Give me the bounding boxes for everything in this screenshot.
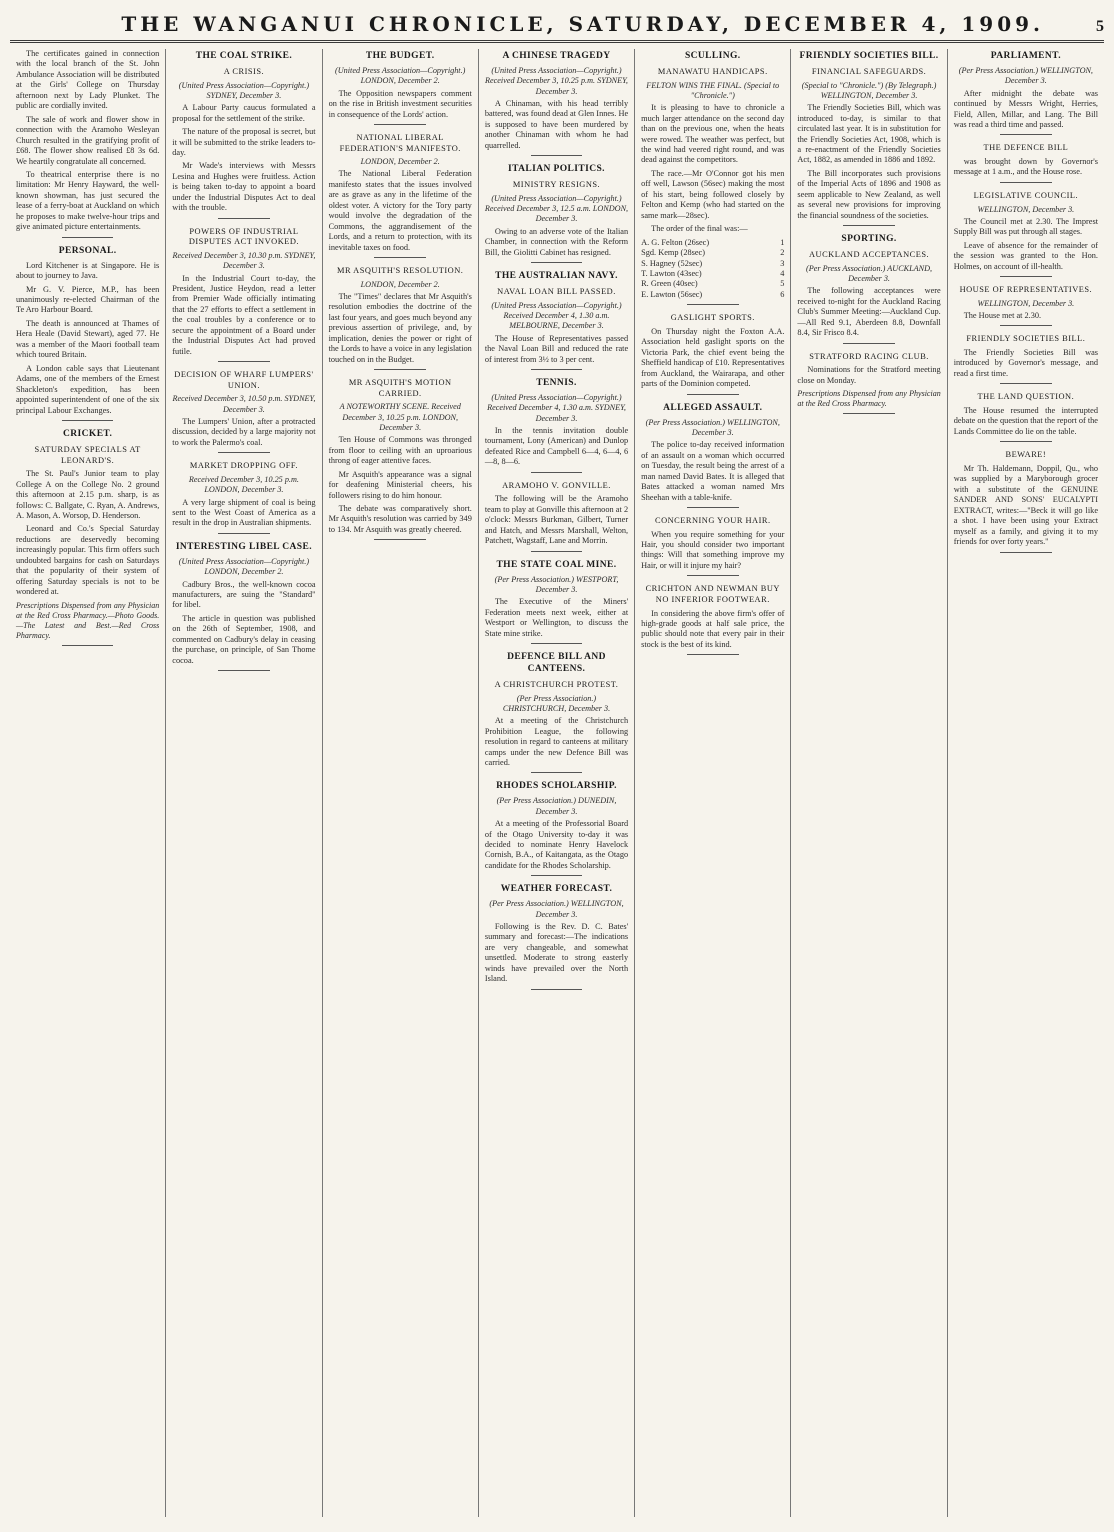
article-dateline: (Per Press Association.) AUCKLAND, December 3. xyxy=(806,263,933,284)
article-subheading: GASLIGHT SPORTS. xyxy=(670,313,755,323)
article xyxy=(954,285,1098,326)
article-dateline: (Per Press Association.) WELLINGTON, December 3. xyxy=(958,65,1093,86)
article-paragraph: The race.—Mr O'Connor got his men off well, Lawson (56sec) making the most of his start, being followed closely by Felton and Kemp (who had started on the same mark—28sec). xyxy=(641,168,785,220)
article-paragraph: was brought down by Governor's message at 1 a.m., and the House rose. xyxy=(953,157,1098,177)
section-divider xyxy=(687,654,739,655)
results-name: R. Green (40sec) xyxy=(641,279,698,289)
article xyxy=(16,246,159,421)
article-paragraph: After midnight the debate was continued by Messrs Wright, Herries, Field, Allen, Millar, and Lang. The Bill was read a third time and passed. xyxy=(953,88,1098,129)
article-dateline: (Per Press Association.) CHRISTCHURCH, December 3. xyxy=(502,693,611,713)
results-row xyxy=(641,248,784,258)
results-place: 2 xyxy=(780,248,785,258)
section-divider xyxy=(687,507,739,508)
results-row xyxy=(641,279,784,289)
newspaper-column xyxy=(166,49,322,1517)
article-paragraph: The National Liberal Federation manifesto states that the issues involved are as grave as any in the lifetime of the oldest voter. A victory for the Tory party would involve the degradation of the Commons, the aggrandisement of the Lords, and a return to protection, with its inevitable taxes on food. xyxy=(328,169,472,252)
article-headline: SPORTING. xyxy=(841,234,897,245)
article-headline: PERSONAL. xyxy=(58,245,117,256)
section-divider xyxy=(687,394,739,395)
article-dateline: (United Press Association—Copyright.) LONDON, December 2. xyxy=(335,65,466,86)
article xyxy=(485,781,628,876)
article xyxy=(641,516,784,576)
article-paragraph: The certificates gained in connection with the local branch of the St. John Ambulance Association will be distributed at the Girls' College on Thursday afternoon next by Lady Plunket. The public are cordially invited. xyxy=(16,49,160,111)
article xyxy=(485,378,628,473)
article-dateline: LONDON, December 2. xyxy=(360,157,440,167)
article xyxy=(954,392,1098,442)
section-divider xyxy=(531,472,583,473)
article xyxy=(485,652,628,773)
article-dateline: FELTON WINS THE FINAL. (Special to "Chronicle.") xyxy=(646,80,780,100)
article-subheading: ARAMOHO V. GONVILLE. xyxy=(502,480,611,490)
section-divider xyxy=(843,343,895,344)
results-place: 1 xyxy=(780,237,785,247)
newspaper-column xyxy=(479,49,635,1517)
article-paragraph: To theatrical enterprise there is no limitation: Mr Henry Hayward, the well-known showman, has just secured the lease of a ferry-boat at Auckland on which he proposes to make twelve-hour trips and give animated picture entertainments. xyxy=(16,169,160,232)
article-paragraph: In considering the above firm's offer of high-grade goods at half sale price, the public should note that every pair in their stock is the best of its kind. xyxy=(641,608,785,649)
article-footer: Prescriptions Dispensed from any Physician at the Red Cross Pharmacy.—Photo Goods.—The Latest and Best.—Red Cross Pharmacy. xyxy=(16,600,160,640)
article-paragraph: A Labour Party caucus formulated a proposal for the settlement of the strike. xyxy=(172,103,316,123)
section-divider xyxy=(1000,134,1052,135)
article xyxy=(485,164,628,263)
article-paragraph: The St. Paul's Junior team to play College A on the College No. 2 ground this afternoon at 2.15 p.m. sharp, is as follows: C. Ballgate, C. Ryan, A. Andrews, A. Mason, A. Worsop, D. Henderson. xyxy=(16,469,160,520)
results-place: 3 xyxy=(780,258,785,268)
results-row xyxy=(641,238,784,248)
article xyxy=(797,234,940,343)
article-paragraph: The House resumed the interrupted debate on the question that the report of the Lands Committee do lie on the table. xyxy=(953,405,1098,436)
section-divider xyxy=(531,155,583,156)
article-paragraph: In the tennis invitation double tournament, Lony (American) and Dunlop defeated Rice and Campbell 6—4, 6—4, 6—8, 8—6. xyxy=(484,425,629,467)
article-subheading: MANAWATU HANDICAPS. xyxy=(657,66,768,76)
newspaper-column xyxy=(635,49,791,1517)
results-title: The order of the final was:— xyxy=(651,224,748,234)
section-divider xyxy=(1000,383,1052,384)
article-paragraph: Owing to an adverse vote of the Italian Chamber, in connection with the Reform Bill, the Giolitti Cabinet has resigned. xyxy=(484,226,629,257)
results-place: 5 xyxy=(780,279,785,289)
article-headline: SCULLING. xyxy=(684,51,741,61)
article-paragraph: Cadbury Bros., the well-known cocoa manufacturers, are suing the "Standard" for libel. xyxy=(172,579,316,610)
article-paragraph: Mr Asquith's appearance was a signal for deafening Ministerial cheers, his followers rising to do him honour. xyxy=(328,469,472,500)
article-dateline: Received December 3, 10.50 p.m. SYDNEY, December 3. xyxy=(172,394,316,414)
article-headline: THE AUSTRALIAN NAVY. xyxy=(495,271,618,282)
article xyxy=(954,51,1098,135)
article-paragraph: The death is announced at Thames of Hera Heale (David Stewart), aged 77. He was a member of the Maori football team which toured Britain. xyxy=(16,318,160,360)
article xyxy=(16,49,159,238)
results-name: S. Hagney (52sec) xyxy=(641,258,703,268)
article xyxy=(16,429,159,646)
article xyxy=(954,450,1098,552)
article-subheading: HOUSE OF REPRESENTATIVES. xyxy=(959,285,1093,295)
article-paragraph: On Thursday night the Foxton A.A. Association held gaslight sports on the Victoria Park, the chief event being the Sheffield handicap of £10. Representatives from Auckland, the Wairarapa, and other parts of the Dominion competed. xyxy=(641,326,785,389)
article-headline: INTERESTING LIBEL CASE. xyxy=(175,541,313,552)
article-headline: DEFENCE BILL AND CANTEENS. xyxy=(507,652,606,675)
article-paragraph: A London cable says that Lieutenant Adams, one of the members of the Ernest Shackleton's expedition, has been appointed superintendent of one of the six principal Labour Exchanges. xyxy=(16,363,160,415)
section-divider xyxy=(531,875,583,876)
results-row xyxy=(641,259,784,269)
article-paragraph: At a meeting of the Christchurch Prohibition League, the following resolution in regard to canteens at military camps under the new Defence Bill was carried. xyxy=(484,716,629,768)
newspaper-column xyxy=(948,49,1104,1517)
article-paragraph: A Chinaman, with his head terribly battered, was found dead at Glen Innes. He is supposed to have been murdered by another Chinaman with whom he had quarrelled. xyxy=(484,98,629,150)
results-place: 6 xyxy=(780,289,785,299)
article-paragraph: The Bill incorporates such provisions of the Imperial Acts of 1896 and 1908 as seem applicable to New Zealand, as well as several new provisions for improving the financial soundness of the societies. xyxy=(797,168,941,220)
article-paragraph: The police to-day received information of an assault on a woman which occurred on Tuesday, the result being the arrest of a man named David Bates. It is alleged that Bates attacked a woman named Mrs Sheehan with a table-knife. xyxy=(641,440,785,502)
newspaper-column xyxy=(791,49,947,1517)
article xyxy=(641,403,784,508)
article xyxy=(641,584,784,655)
article-paragraph: It is pleasing to have to chronicle a much larger attendance on the second day than on the previous one, when the heats were rowed. The weather was perfect, but the wind had veered right round, and was dead against the competitors. xyxy=(641,103,785,165)
article-dateline: (Per Press Association.) DUNEDIN, December 3. xyxy=(496,796,617,816)
section-divider xyxy=(218,452,270,453)
section-divider xyxy=(218,533,270,534)
article-dateline: LONDON, December 2. xyxy=(360,279,440,289)
article-headline: FRIENDLY SOCIETIES BILL. xyxy=(799,51,939,61)
article xyxy=(485,271,628,370)
article-subheading: A CHRISTCHURCH PROTEST. xyxy=(494,679,619,689)
article xyxy=(954,334,1098,384)
section-divider xyxy=(1000,276,1052,277)
article-headline: THE BUDGET. xyxy=(365,51,435,61)
article xyxy=(485,51,628,156)
section-divider xyxy=(1000,325,1052,326)
article-subheading: STRATFORD RACING CLUB. xyxy=(809,351,929,361)
article-subheading: LEGISLATIVE COUNCIL. xyxy=(973,190,1079,200)
article-headline: THE STATE COAL MINE. xyxy=(496,559,617,570)
results-row xyxy=(641,290,784,300)
article-paragraph: The House of Representatives passed the Naval Loan Bill and reduced the rate of interest from 3½ to 3 per cent. xyxy=(484,333,629,364)
section-divider xyxy=(687,304,739,305)
article-paragraph: Mr Wade's interviews with Messrs Lesina and Hughes were fruitless. Action is being taken to-day to appoint a board under the Industrial Disputes Act to deal with the trouble. xyxy=(172,161,316,213)
article-paragraph: The "Times" declares that Mr Asquith's resolution embodies the doctrine of the last four years, and goes much beyond any previous assertion of privilege, and, by implication, denies the power or right of the Lords to have a voice in any legislation touched on in the Budget. xyxy=(328,292,472,364)
newspaper-column xyxy=(323,49,479,1517)
article-paragraph: The nature of the proposal is secret, but it will be submitted to the strike leaders to-day. xyxy=(172,127,316,158)
article-headline: ALLEGED ASSAULT. xyxy=(663,402,763,413)
article-paragraph: Ten House of Commons was thronged from floor to ceiling with an uproarious throng of eager attentive faces. xyxy=(328,435,472,466)
article-dateline: (United Press Association—Copyright.) Received December 3, 10.25 p.m. SYDNEY, December 3. xyxy=(485,65,628,96)
section-divider xyxy=(374,369,426,370)
results-row xyxy=(641,269,784,279)
article-footer: Prescriptions Dispensed from any Physician at the Red Cross Pharmacy. xyxy=(797,389,941,409)
article-paragraph: At a meeting of the Professorial Board of the Otago University to-day it was decided to nominate Henry Havelock Cornish, B.A., of Kaitangata, as the Otago candidate for the Rhodes Scholarship. xyxy=(484,819,629,870)
article-headline: TENNIS. xyxy=(536,378,577,388)
article-paragraph: The debate was comparatively short. Mr Asquith's resolution was carried by 349 to 134. Mr Asquith was greatly cheered. xyxy=(328,504,472,534)
article-paragraph: The Friendly Societies Bill, which was introduced to-day, is similar to that circulated last year. It is in substitution for the Friendly Societies Act, 1908, which is a re-enactment of the Friendly Societies Act, 1882, as amended in 1886 and 1892. xyxy=(797,103,941,165)
article-headline: WEATHER FORECAST. xyxy=(500,884,613,895)
article-subheading: POWERS OF INDUSTRIAL DISPUTES ACT INVOKED. xyxy=(188,226,299,247)
article-dateline: (United Press Association—Copyright.) Received December 3, 12.5 a.m. LONDON, December 3. xyxy=(484,193,629,224)
article-subheading: THE DEFENCE BILL xyxy=(983,143,1069,153)
article xyxy=(172,51,315,219)
section-divider xyxy=(531,989,583,990)
article-subheading: FRIENDLY SOCIETIES BILL. xyxy=(966,334,1086,344)
newspaper-column xyxy=(10,49,166,1517)
article xyxy=(641,51,784,305)
article-paragraph: Mr G. V. Pierce, M.P., has been unanimously re-elected Chairman of the Te Aro Harbour Board. xyxy=(16,284,160,315)
article-subheading: DECISION OF WHARF LUMPERS' UNION. xyxy=(174,370,314,390)
section-divider xyxy=(374,257,426,258)
article xyxy=(485,560,628,644)
article-subheading: NATIONAL LIBERAL FEDERATION'S MANIFESTO. xyxy=(339,132,461,153)
article-subheading: BEWARE! xyxy=(1005,450,1047,460)
article-subheading: NAVAL LOAN BILL PASSED. xyxy=(497,287,616,297)
article xyxy=(329,378,472,540)
article xyxy=(329,266,472,370)
article-dateline: (Per Press Association.) WELLINGTON, December 3. xyxy=(645,417,780,437)
article-paragraph: A very large shipment of coal is being sent to the West Coast of America as a result in the drop in Australian shipments. xyxy=(172,497,316,528)
article-paragraph: Following is the Rev. D. C. Bates' summary and forecast:—The indications are very changeable, and somewhat unsettled. Moderate to strong easterly winds have prevailed over the North Island. xyxy=(484,922,629,984)
article xyxy=(485,481,628,552)
article-paragraph: The following will be the Aramoho team to play at Gonville this afternoon at 2 o'clock: Messrs Burkman, Gilbert, Turner and Hatch, and Messrs Marshall, Welton, Patchett, Wagstaff, Lane and Morrin. xyxy=(484,494,629,546)
article xyxy=(172,370,315,453)
article xyxy=(329,51,472,125)
article-subheading: MARKET DROPPING OFF. xyxy=(189,461,298,471)
article-dateline: WELLINGTON, December 3. xyxy=(977,204,1075,214)
article-paragraph: The Lumpers' Union, after a protracted discussion, decided by a large majority not to work the Palermo's coal. xyxy=(172,416,316,447)
article-headline: A CHINESE TRAGEDY xyxy=(502,51,611,61)
article-headline: THE COAL STRIKE. xyxy=(195,51,293,61)
section-divider xyxy=(531,772,583,773)
section-divider xyxy=(687,575,739,576)
article-dateline: Received December 3, 10.25 p.m. LONDON, December 3. xyxy=(188,474,299,495)
article-subheading: THE LAND QUESTION. xyxy=(977,392,1075,402)
article-dateline: (United Press Association—Copyright.) Received December 4, 1.30 a.m. SYDNEY, December 3. xyxy=(487,392,626,423)
article-subheading: FINANCIAL SAFEGUARDS. xyxy=(811,66,927,76)
results-name: A. G. Felton (26sec) xyxy=(641,237,710,247)
article-subheading: MR ASQUITH'S MOTION CARRIED. xyxy=(348,378,452,398)
section-divider xyxy=(62,237,114,238)
article-paragraph: Leave of absence for the remainder of the session was granted to the Hon. Holmes, on account of ill-health. xyxy=(953,240,1098,271)
article-subheading: MR ASQUITH'S RESOLUTION. xyxy=(337,266,464,276)
masthead xyxy=(10,6,1104,43)
article-paragraph: The following acceptances were received to-night for the Auckland Racing Club's Summer Meeting:—Auckland Cup.—All Red 9.1, Aberdeen 8.8, Downfall 8.4, Sir Frisco 8.4. xyxy=(797,286,941,338)
section-divider xyxy=(218,218,270,219)
article-dateline: (Per Press Association.) WELLINGTON, December 3. xyxy=(489,899,624,919)
section-divider xyxy=(62,645,114,646)
section-divider xyxy=(531,643,583,644)
article-dateline: (Per Press Association.) WESTPORT, December 3. xyxy=(494,574,619,594)
article-subheading: SATURDAY SPECIALS AT LEONARD'S. xyxy=(34,444,141,465)
article-dateline: (United Press Association—Copyright.) SYDNEY, December 3. xyxy=(178,80,310,100)
section-divider xyxy=(843,413,895,414)
section-divider xyxy=(843,225,895,226)
section-divider xyxy=(1000,441,1052,442)
article xyxy=(485,884,628,989)
section-divider xyxy=(531,262,583,263)
section-divider xyxy=(1000,552,1052,553)
article-paragraph: Leonard and Co.'s Special Saturday reductions are deservedly becoming increasingly popular. This firm offers such undoubted bargains for cash on Saturdays that the popularity of their system of offering Saturday specials is not to be wondered at. xyxy=(16,524,160,597)
results-list xyxy=(641,238,784,301)
article xyxy=(797,352,940,415)
article xyxy=(172,227,315,362)
article-columns xyxy=(10,49,1104,1517)
article-subheading: AUCKLAND ACCEPTANCES. xyxy=(809,250,930,260)
article-headline: RHODES SCHOLARSHIP. xyxy=(496,781,617,792)
article-dateline: (Special to "Chronicle.") (By Telegraph.) WELLINGTON, December 3. xyxy=(801,80,937,100)
article-paragraph: The Opposition newspapers comment on the rise in British investment securities in consequence of the Lords' action. xyxy=(328,88,472,119)
article-paragraph: The Executive of the Miners' Federation meets next week, either at Westport or Wellington, to discuss the State mine strike. xyxy=(484,597,629,638)
results-name: Sgd. Kemp (28sec) xyxy=(641,248,705,258)
article-paragraph: The sale of work and flower show in connection with the Aramoho Wesleyan Church resulted in the gratifying profit of £68. The flower show realised £8 3s 6d. We heartily congratulate all concerned. xyxy=(16,114,160,166)
article-paragraph: Nominations for the Stratford meeting close on Monday. xyxy=(797,365,941,385)
article-paragraph: The Friendly Societies Bill was introduced by Governor's message, and read a first time. xyxy=(953,348,1098,378)
article-subheading: CRICHTON AND NEWMAN BUY NO INFERIOR FOOTWEAR. xyxy=(645,584,780,604)
article xyxy=(641,313,784,394)
results-place: 4 xyxy=(780,269,785,278)
article-dateline: (United Press Association—Copyright.) Received December 4, 1.30 a.m. MELBOURNE, December 3. xyxy=(491,300,622,331)
article-dateline: (United Press Association—Copyright.) LONDON, December 2. xyxy=(178,556,310,577)
article-subheading: A CRISIS. xyxy=(223,66,265,76)
article-dateline: WELLINGTON, December 3. xyxy=(977,298,1075,308)
article-paragraph: The Council met at 2.30. The Imprest Supply Bill was put through all stages. xyxy=(953,216,1098,237)
article-paragraph: The House met at 2.30. xyxy=(963,311,1042,320)
section-divider xyxy=(218,670,270,671)
section-divider xyxy=(531,369,583,370)
section-divider xyxy=(531,551,583,552)
article-paragraph: When you require something for your Hair, you should consider two important things: Will that something improve my Hair, or will it injure my hair? xyxy=(641,529,785,570)
article-paragraph: In the Industrial Court to-day, the President, Justice Heydon, read a letter from Premier Wade officially intimating that the 27 efforts to effect a settlement in the coal troubles by a conference or to secure the appointment of a Board under the Industrial Disputes Act had proved futile. xyxy=(172,273,316,356)
results-name: E. Lawton (56sec) xyxy=(641,289,703,299)
section-divider xyxy=(62,420,114,421)
results-name: T. Lawton (43sec) xyxy=(641,269,702,278)
article xyxy=(797,51,940,226)
article-dateline: Received December 3, 10.30 p.m. SYDNEY, December 3. xyxy=(172,250,316,271)
article-dateline: A NOTEWORTHY SCENE. Received December 3, 10.25 p.m. LONDON, December 3. xyxy=(339,402,461,432)
article-headline: ITALIAN POLITICS. xyxy=(508,164,605,175)
section-divider xyxy=(374,124,426,125)
article-paragraph: The article in question was published on the 26th of September, 1908, and commented on Cadbury's delay in ceasing the purchase, on principle, of San Thome cocoa. xyxy=(172,613,316,665)
article-headline: PARLIAMENT. xyxy=(990,51,1061,61)
article-subheading: MINISTRY RESIGNS. xyxy=(512,180,601,190)
article xyxy=(172,542,315,671)
article xyxy=(954,143,1098,182)
section-divider xyxy=(218,361,270,362)
article xyxy=(172,461,315,534)
article-paragraph: Mr Th. Haldemann, Doppil, Qu., who was supplied by a Maryborough grocer with a substitute of the GENUINE SANDER AND SONS' EUCALYPTI EXTRACT, writes:—"Beck it will go like a shot. I have been using your Extract myself as a family, and giving it to my friends for over forty years." xyxy=(953,463,1098,547)
article-paragraph: Lord Kitchener is at Singapore. He is about to journey to Java. xyxy=(16,260,160,281)
article-headline: CRICKET. xyxy=(63,429,113,440)
article xyxy=(329,133,472,258)
page-number: 5 xyxy=(1096,18,1104,35)
section-divider xyxy=(1000,182,1052,183)
article xyxy=(954,191,1098,277)
section-divider xyxy=(374,539,426,540)
newspaper-title: THE WANGANUI CHRONICLE, SATURDAY, DECEMBER 4, 1909. xyxy=(121,12,1044,36)
article-subheading: CONCERNING YOUR HAIR. xyxy=(654,516,771,525)
